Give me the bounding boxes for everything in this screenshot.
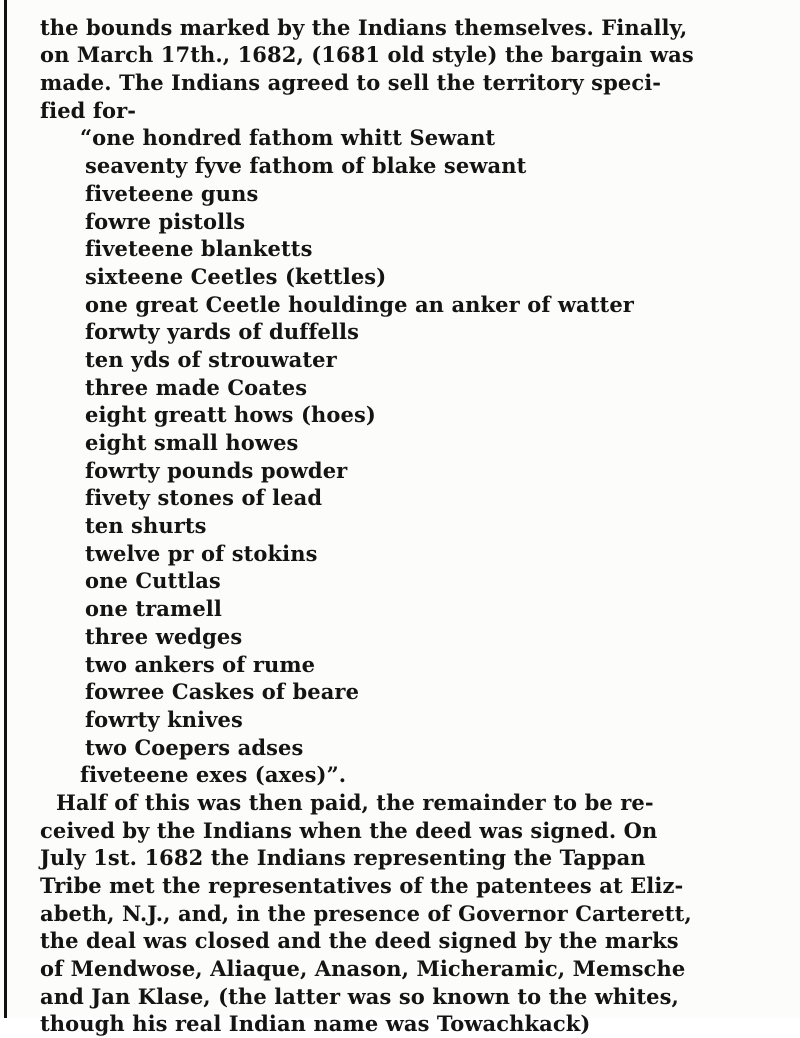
list-item: fowrty knives (85, 706, 243, 732)
left-border-rule (4, 0, 7, 1018)
list-item: fiveteene blanketts (85, 236, 313, 262)
list-item: fowrty pounds powder (85, 457, 348, 483)
list-item: ten yds of strouwater (85, 346, 337, 372)
list-item: sixteene Ceetles (kettles) (85, 263, 387, 289)
text-line: though his real Indian name was Towachkack) (40, 1011, 591, 1037)
list-item: three made Coates (85, 374, 308, 400)
text-line: on March 17th., 1682, (1681 old style) the bargain was (40, 42, 694, 68)
list-item: fivety stones of lead (85, 485, 323, 511)
list-item: forwty yards of duffells (85, 319, 359, 345)
text-line: and Jan Klase, (the latter was so known to the whites, (40, 983, 679, 1009)
text-line: of Mendwose, Aliaque, Anason, Micheramic, Memsche (40, 956, 686, 982)
list-item: fiveteene guns (85, 180, 259, 206)
list-item: one great Ceetle houldinge an anker of watter (85, 291, 634, 317)
text-line: Half of this was then paid, the remainder to be re- (56, 789, 654, 815)
text-line: Tribe met the representatives of the patentees at Eliz- (40, 873, 684, 898)
text-line: fied for- (40, 97, 137, 123)
list-item: fiveteene exes (axes)”. (80, 762, 347, 788)
list-item: ten shurts (85, 513, 207, 539)
text-line: made. The Indians agreed to sell the territory speci- (40, 70, 662, 96)
text-line: ceived by the Indians when the deed was signed. On (40, 817, 658, 843)
list-item: “one hondred fathom whitt Sewant (80, 125, 496, 151)
list-item: twelve pr of stokins (85, 540, 318, 566)
list-item: fowree Caskes of beare (85, 679, 360, 705)
text-line: abeth, N.J., and, in the presence of Governor Carterett, (40, 900, 692, 926)
text-line: the bounds marked by the Indians themselves. Finally, (40, 14, 688, 40)
text-line: July 1st. 1682 the Indians representing the Tappan (40, 845, 646, 871)
top-partial-line (40, 0, 800, 14)
list-item: eight greatt hows (hoes) (85, 402, 376, 428)
list-item: seaventy fyve fathom of blake sewant (85, 153, 527, 179)
list-item: fowre pistolls (85, 208, 246, 234)
list-item: one tramell (85, 596, 222, 622)
list-item: eight small howes (85, 430, 299, 455)
list-item: one Cuttlas (85, 568, 221, 594)
list-item: two Coepers adses (85, 734, 304, 760)
list-item: two ankers of rume (85, 651, 316, 677)
document-text (40, 0, 800, 1038)
list-item: three wedges (85, 623, 243, 649)
text-line: the deal was closed and the deed signed by the marks (40, 928, 679, 954)
